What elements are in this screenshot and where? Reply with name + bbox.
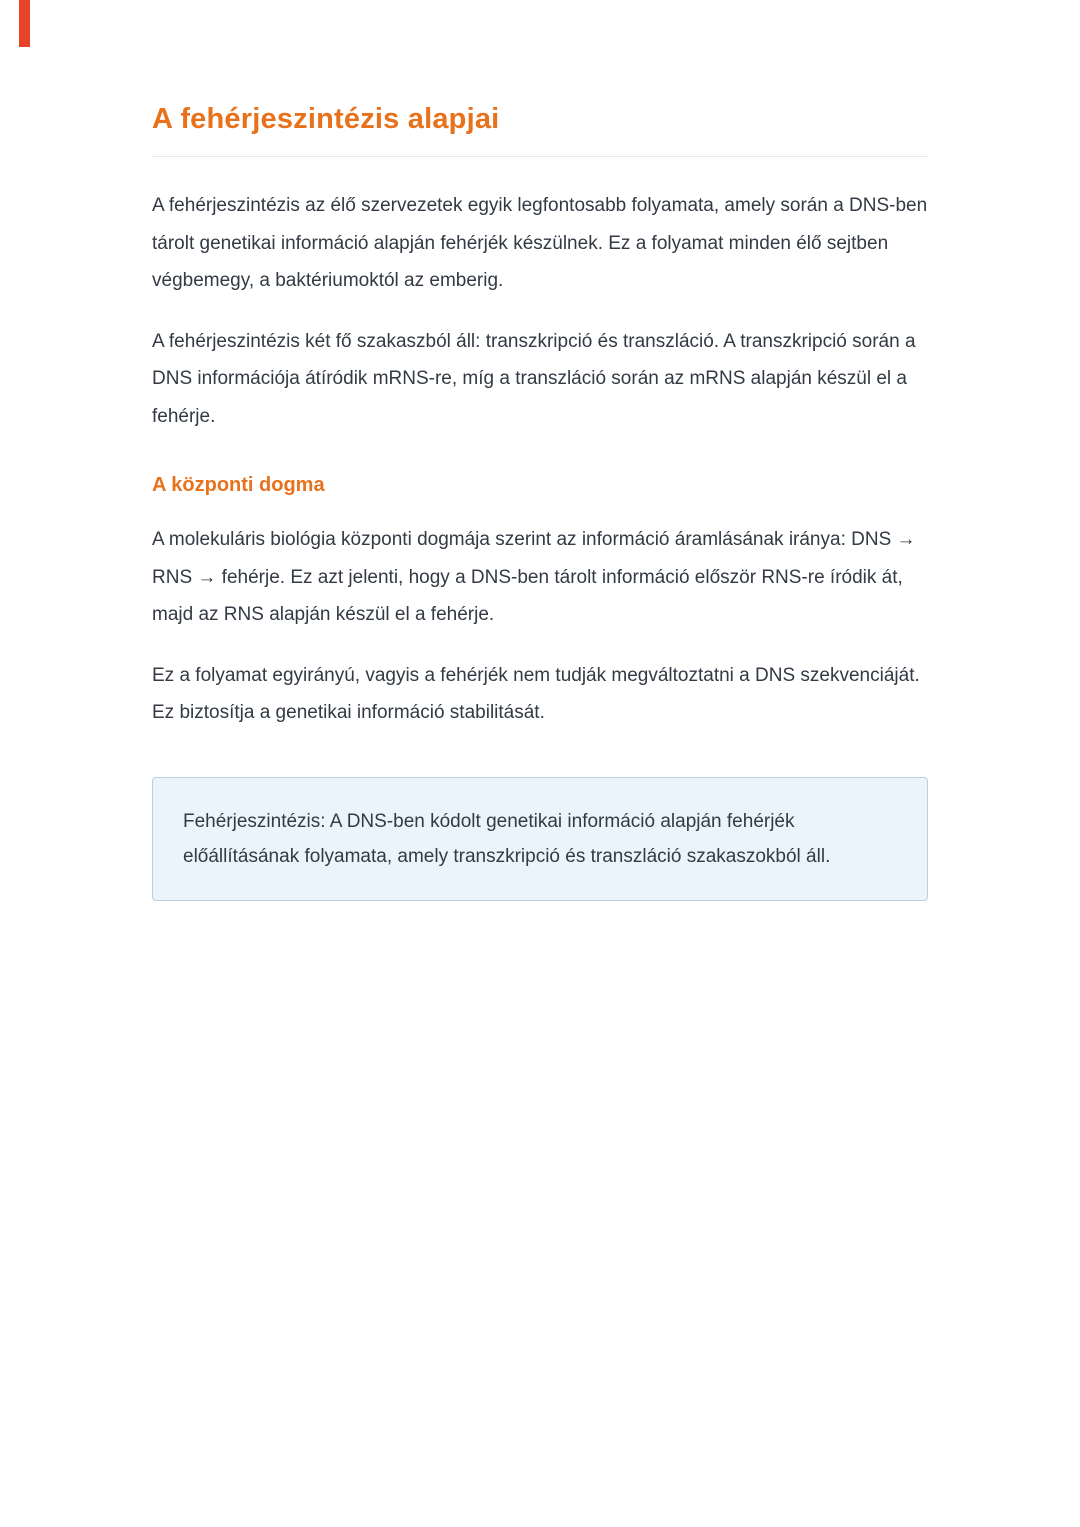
definition-callout-text: Fehérjeszintézis: A DNS-ben kódolt genetikai információ alapján fehérjék előállításának folyamata, amely transzkripció és transzláció szakaszokból áll. — [183, 810, 831, 867]
red-bookmark-marker — [19, 0, 30, 47]
page-title: A fehérjeszintézis alapjai — [152, 103, 500, 135]
title-divider — [152, 156, 928, 157]
section-paragraph-2: Ez a folyamat egyirányú, vagyis a fehérjék nem tudják megváltoztatni a DNS szekvenciáját. Ez biztosítja a genetikai információ stabilitását. — [152, 664, 920, 723]
section-heading-central-dogma: A központi dogma — [152, 474, 325, 496]
section-paragraph-1: A molekuláris biológia központi dogmája szerint az információ áramlásának iránya: DNS → RNS → fehérje. Ez azt jelenti, hogy a DNS-ben tárolt információ először RNS-re íródik át, majd az RNS alapján készül el a fehérje. — [152, 529, 916, 625]
intro-paragraph-1: A fehérjeszintézis az élő szervezetek egyik legfontosabb folyamata, amely során a DNS-ben tárolt genetikai információ alapján fehérjék készülnek. Ez a folyamat minden élő sejtben végbemegy, a baktériumoktól az emberig. — [152, 195, 928, 291]
intro-paragraph-2: A fehérjeszintézis két fő szakaszból áll: transzkripció és transzláció. A transzkripció során a DNS információja átíródik mRNS-re, míg a transzláció során az mRNS alapján készül el a fehérje. — [152, 330, 916, 427]
definition-callout — [152, 777, 928, 901]
